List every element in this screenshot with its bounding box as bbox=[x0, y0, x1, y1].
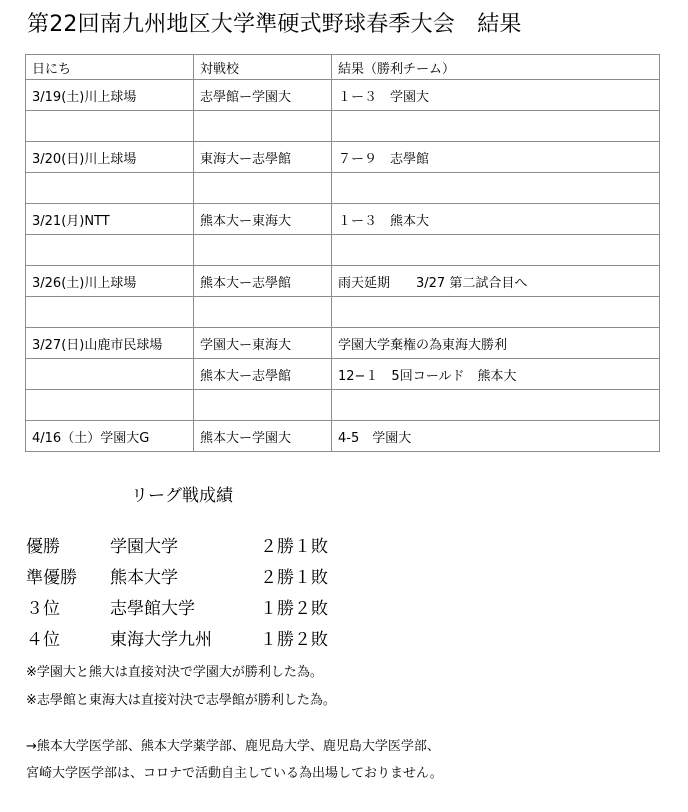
cell-date: 3/19(土)川上球場 bbox=[26, 80, 194, 111]
cell-matchup: 東海大ー志學館 bbox=[194, 142, 332, 173]
league-standings-title: リーグ戦成績 bbox=[131, 486, 233, 506]
cell-matchup: 学園大ー東海大 bbox=[194, 328, 332, 359]
table-row bbox=[26, 235, 660, 266]
cell-date bbox=[26, 111, 194, 142]
standing-rank: 準優勝 bbox=[26, 568, 77, 588]
table-row bbox=[26, 204, 660, 235]
note-absent-teams-1: →熊本大学医学部、熊本大学薬学部、鹿児島大学、鹿児島大学医学部、 bbox=[26, 739, 440, 754]
cell-date: 3/20(日)川上球場 bbox=[26, 142, 194, 173]
results-table bbox=[25, 54, 660, 452]
cell-result: １ー３ 学園大 bbox=[332, 80, 660, 111]
cell-result bbox=[332, 173, 660, 204]
cell-matchup bbox=[194, 111, 332, 142]
standing-rank: ４位 bbox=[26, 630, 60, 650]
table-row bbox=[26, 328, 660, 359]
cell-matchup bbox=[194, 173, 332, 204]
table-header-row bbox=[26, 55, 660, 80]
cell-result bbox=[332, 235, 660, 266]
cell-date bbox=[26, 173, 194, 204]
note-absent-teams-2: 宮崎大学医学部は、コロナで活動自主している為出場しておりません。 bbox=[26, 766, 443, 781]
table-row bbox=[26, 173, 660, 204]
cell-date bbox=[26, 297, 194, 328]
table-row bbox=[26, 266, 660, 297]
cell-date bbox=[26, 390, 194, 421]
cell-matchup: 熊本大ー志學館 bbox=[194, 266, 332, 297]
table-row bbox=[26, 297, 660, 328]
cell-result: 学園大学棄権の為東海大勝利 bbox=[332, 328, 660, 359]
header-date: 日にち bbox=[26, 55, 194, 80]
table-row bbox=[26, 142, 660, 173]
cell-result bbox=[332, 297, 660, 328]
cell-date: 3/27(日)山鹿市民球場 bbox=[26, 328, 194, 359]
cell-date bbox=[26, 235, 194, 266]
cell-matchup: 熊本大ー志學館 bbox=[194, 359, 332, 390]
header-result: 結果（勝利チーム） bbox=[332, 55, 660, 80]
standing-record: １勝２敗 bbox=[260, 630, 328, 650]
table-row bbox=[26, 111, 660, 142]
cell-result: 12−１ 5回コールド 熊本大 bbox=[332, 359, 660, 390]
standing-team: 熊本大学 bbox=[110, 568, 178, 588]
cell-date bbox=[26, 359, 194, 390]
cell-matchup: 熊本大ー東海大 bbox=[194, 204, 332, 235]
standing-team: 志學館大学 bbox=[110, 599, 195, 619]
table-row bbox=[26, 80, 660, 111]
note-tiebreak-2: ※志學館と東海大は直接対決で志學館が勝利した為。 bbox=[26, 693, 336, 708]
cell-result: １ー３ 熊本大 bbox=[332, 204, 660, 235]
cell-result: ７ー９ 志學館 bbox=[332, 142, 660, 173]
standing-rank: 優勝 bbox=[26, 537, 60, 557]
table-row bbox=[26, 359, 660, 390]
cell-matchup: 熊本大ー学園大 bbox=[194, 421, 332, 452]
table-row bbox=[26, 390, 660, 421]
cell-date: 3/26(土)川上球場 bbox=[26, 266, 194, 297]
cell-matchup: 志學館ー学園大 bbox=[194, 80, 332, 111]
standing-record: １勝２敗 bbox=[260, 599, 328, 619]
cell-date: 3/21(月)NTT bbox=[26, 204, 194, 235]
cell-result bbox=[332, 111, 660, 142]
note-tiebreak-1: ※学園大と熊大は直接対決で学園大が勝利した為。 bbox=[26, 665, 323, 680]
cell-matchup bbox=[194, 390, 332, 421]
standing-rank: ３位 bbox=[26, 599, 60, 619]
page-title: 第22回南九州地区大学準硬式野球春季大会 結果 bbox=[27, 12, 522, 37]
header-matchup: 対戦校 bbox=[194, 55, 332, 80]
cell-result: 雨天延期 3/27 第二試合目へ bbox=[332, 266, 660, 297]
cell-date: 4/16（土）学園大G bbox=[26, 421, 194, 452]
standing-team: 東海大学九州 bbox=[110, 630, 212, 650]
standing-team: 学園大学 bbox=[110, 537, 178, 557]
standing-record: ２勝１敗 bbox=[260, 568, 328, 588]
table-row bbox=[26, 421, 660, 452]
cell-result bbox=[332, 390, 660, 421]
cell-result: 4-5 学園大 bbox=[332, 421, 660, 452]
cell-matchup bbox=[194, 297, 332, 328]
standing-record: ２勝１敗 bbox=[260, 537, 328, 557]
cell-matchup bbox=[194, 235, 332, 266]
